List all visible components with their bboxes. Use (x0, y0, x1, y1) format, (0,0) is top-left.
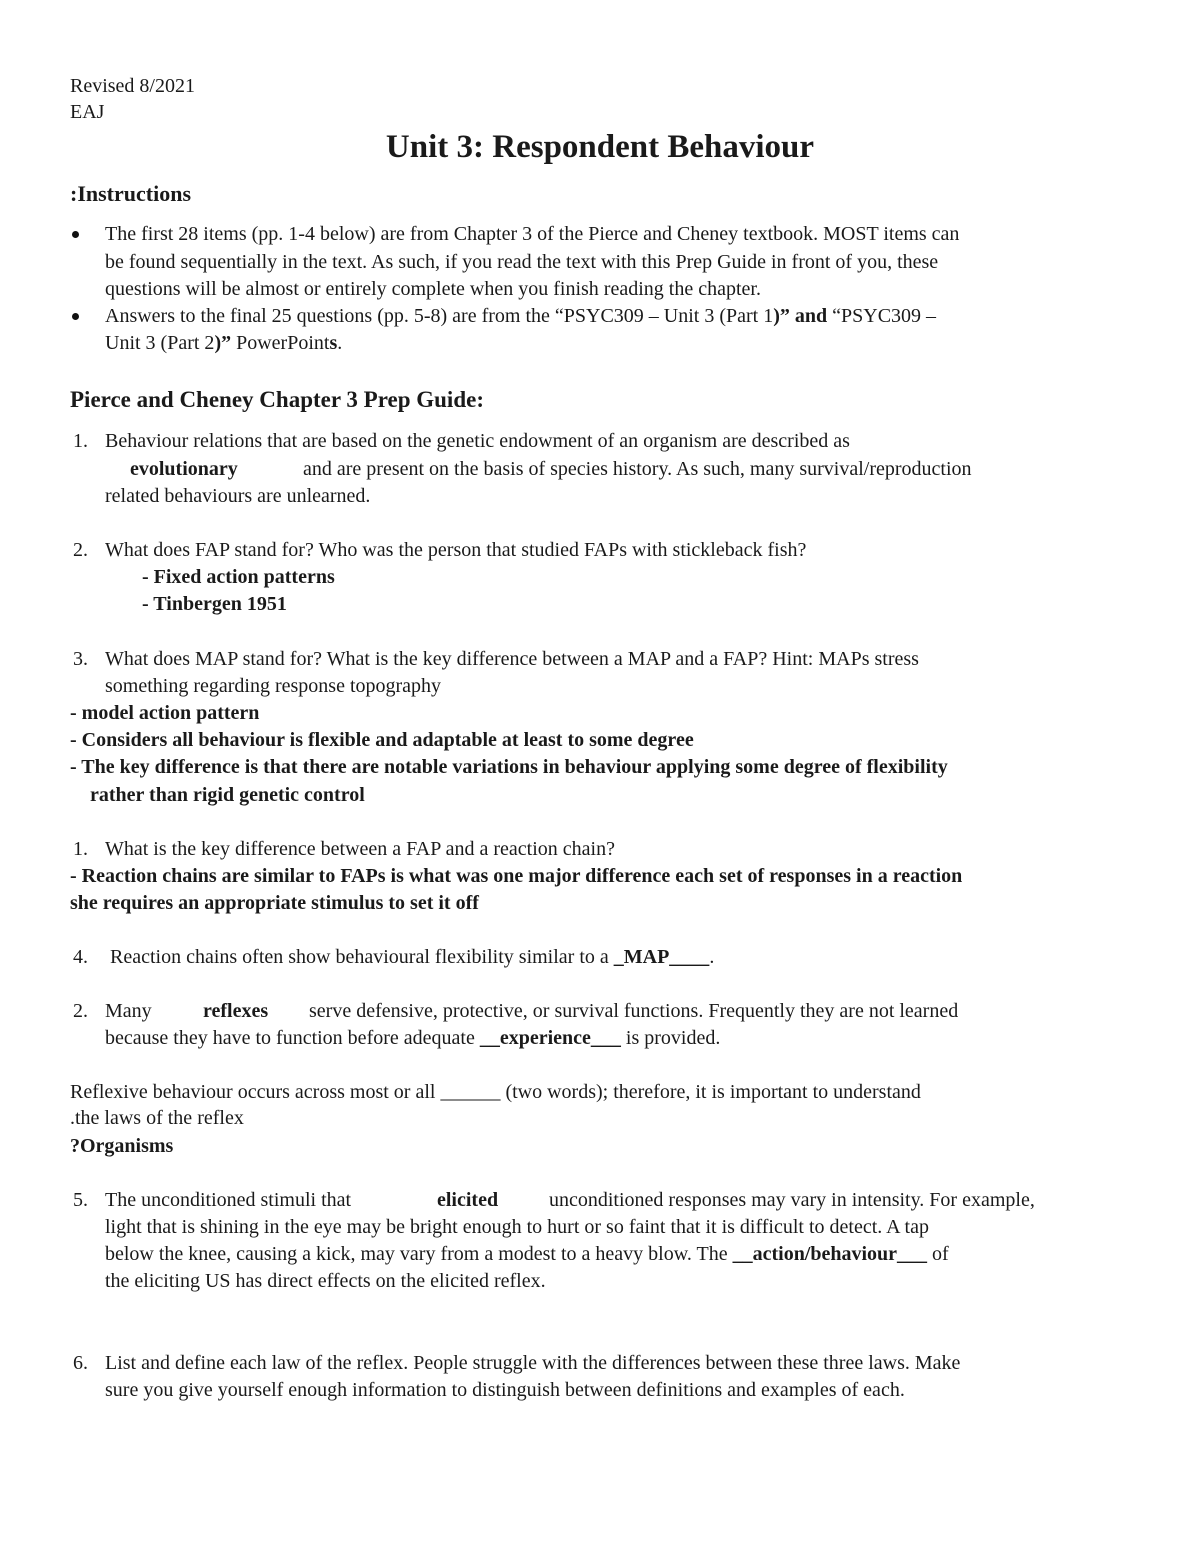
instruction-2-part-d: Unit 3 (Part 2 (105, 332, 215, 354)
q-reflex-line-2 (105, 1025, 720, 1052)
q-chain-answer-1: - Reaction chains are similar to FAPs is what was one major difference each set of responses in a reaction (70, 865, 963, 887)
q1-answer: evolutionary (130, 458, 238, 480)
reflexive-line-2: .the laws of the reflex (70, 1107, 244, 1129)
q-reflex-answer: reflexes (203, 1000, 269, 1022)
q5-number: 5. (73, 1189, 88, 1211)
q-reflex-blank: __experience___ (479, 1027, 621, 1049)
instruction-1-line-2: be found sequentially in the text. As such, if you read the text with this Prep Guide in front of you, these (105, 251, 939, 273)
q4-blank-answer: _MAP____ (613, 946, 710, 968)
q1-number: 1. (73, 430, 88, 452)
q4-question: Reaction chains often show behavioural flexibility similar to a (110, 946, 609, 968)
instruction-2-line-2 (105, 330, 342, 357)
q5-line-3a: below the knee, causing a kick, may vary from a modest to a heavy blow. The (105, 1243, 728, 1265)
author-initials: EAJ (70, 101, 105, 123)
q6-number: 6. (73, 1352, 88, 1374)
q5-line-2: light that is shining in the eye may be bright enough to hurt or so faint that it is difficult to detect. A tap (105, 1216, 929, 1238)
q2-question: What does FAP stand for? Who was the person that studied FAPs with stickleback fish? (105, 539, 807, 561)
instruction-2-part-h: . (337, 332, 343, 354)
q4-line (110, 944, 714, 971)
q6-line-2: sure you give yourself enough information to distinguish between definitions and examples of each. (105, 1379, 905, 1401)
q5-line-3b: of (932, 1243, 949, 1265)
q-chain-number: 1. (73, 838, 88, 860)
q5-line-1a: The unconditioned stimuli that (105, 1189, 352, 1211)
q-reflex-many: Many (105, 1000, 152, 1022)
bullet-1 (72, 231, 79, 238)
q-chain-answer-2: she requires an appropriate stimulus to set it off (70, 892, 479, 914)
reflexive-line-1: Reflexive behaviour occurs across most or all ______ (two words); therefore, it is important to understand (70, 1081, 921, 1103)
section-heading: Pierce and Cheney Chapter 3 Prep Guide: (70, 387, 484, 412)
q3-answer-1: - model action pattern (70, 702, 260, 724)
q5-line-3 (105, 1241, 949, 1268)
q4-number: 4. (73, 946, 88, 968)
instruction-2-part-e: )” (214, 332, 232, 354)
q5-line-4: the eliciting US has direct effects on the elicited reflex. (105, 1270, 546, 1292)
instructions-heading: :Instructions (70, 181, 192, 206)
q-reflex-line-2a: because they have to function before adequate (105, 1027, 475, 1049)
q4-end: . (709, 946, 715, 968)
q-reflex-line-1: serve defensive, protective, or survival functions. Frequently they are not learned (309, 1000, 959, 1022)
page-title: Unit 3: Respondent Behaviour (385, 129, 815, 165)
q5-blank: __action/behaviour___ (732, 1243, 928, 1265)
q1-line-1: Behaviour relations that are based on the genetic endowment of an organism are described as (105, 430, 850, 452)
instruction-1-line-3: questions will be almost or entirely complete when you finish reading the chapter. (105, 278, 761, 300)
instruction-2-part-g: s (329, 332, 338, 354)
instruction-2-line-1 (105, 303, 936, 330)
q3-number: 3. (73, 648, 88, 670)
q3-answer-3-cont: rather than rigid genetic control (90, 784, 365, 806)
q5-answer: elicited (437, 1189, 499, 1211)
q5-line-1b: unconditioned responses may vary in intensity. For example, (549, 1189, 1035, 1211)
q-chain-question: What is the key difference between a FAP and a reaction chain? (105, 838, 615, 860)
q3-answer-2: - Considers all behaviour is flexible and adaptable at least to some degree (70, 729, 694, 751)
instruction-2-part-f: PowerPoint (236, 332, 330, 354)
q3-line-2: something regarding response topography (105, 675, 442, 697)
q3-line-1: What does MAP stand for? What is the key difference between a MAP and a FAP? Hint: MAPs stress (105, 648, 919, 670)
revised-date: Revised 8/2021 (70, 75, 195, 97)
q6-line-1: List and define each law of the reflex. People struggle with the differences between these three laws. Make (105, 1352, 961, 1374)
q-reflex-number: 2. (73, 1000, 88, 1022)
q2-answer-2: - Tinbergen 1951 (142, 593, 287, 615)
q2-number: 2. (73, 539, 88, 561)
bullet-2 (72, 313, 79, 320)
q1-line-2: and are present on the basis of species history. As such, many survival/reproduction (303, 458, 972, 480)
q3-answer-3: - The key difference is that there are notable variations in behaviour applying some degree of flexibility (70, 756, 948, 778)
instruction-2-part-c: “PSYC309 – (832, 305, 937, 327)
instruction-2-part-b: )” and (773, 305, 828, 327)
q2-answer-1: - Fixed action patterns (142, 566, 335, 588)
q1-line-3: related behaviours are unlearned. (105, 485, 371, 507)
instruction-1-line-1: The first 28 items (pp. 1-4 below) are from Chapter 3 of the Pierce and Cheney textbook. MOST items can (105, 223, 960, 245)
reflexive-answer: ?Organisms (70, 1135, 174, 1157)
q-reflex-line-2b: is provided. (625, 1027, 721, 1049)
instruction-2-part-a: Answers to the final 25 questions (pp. 5-8) are from the “PSYC309 – Unit 3 (Part 1 (105, 305, 774, 327)
